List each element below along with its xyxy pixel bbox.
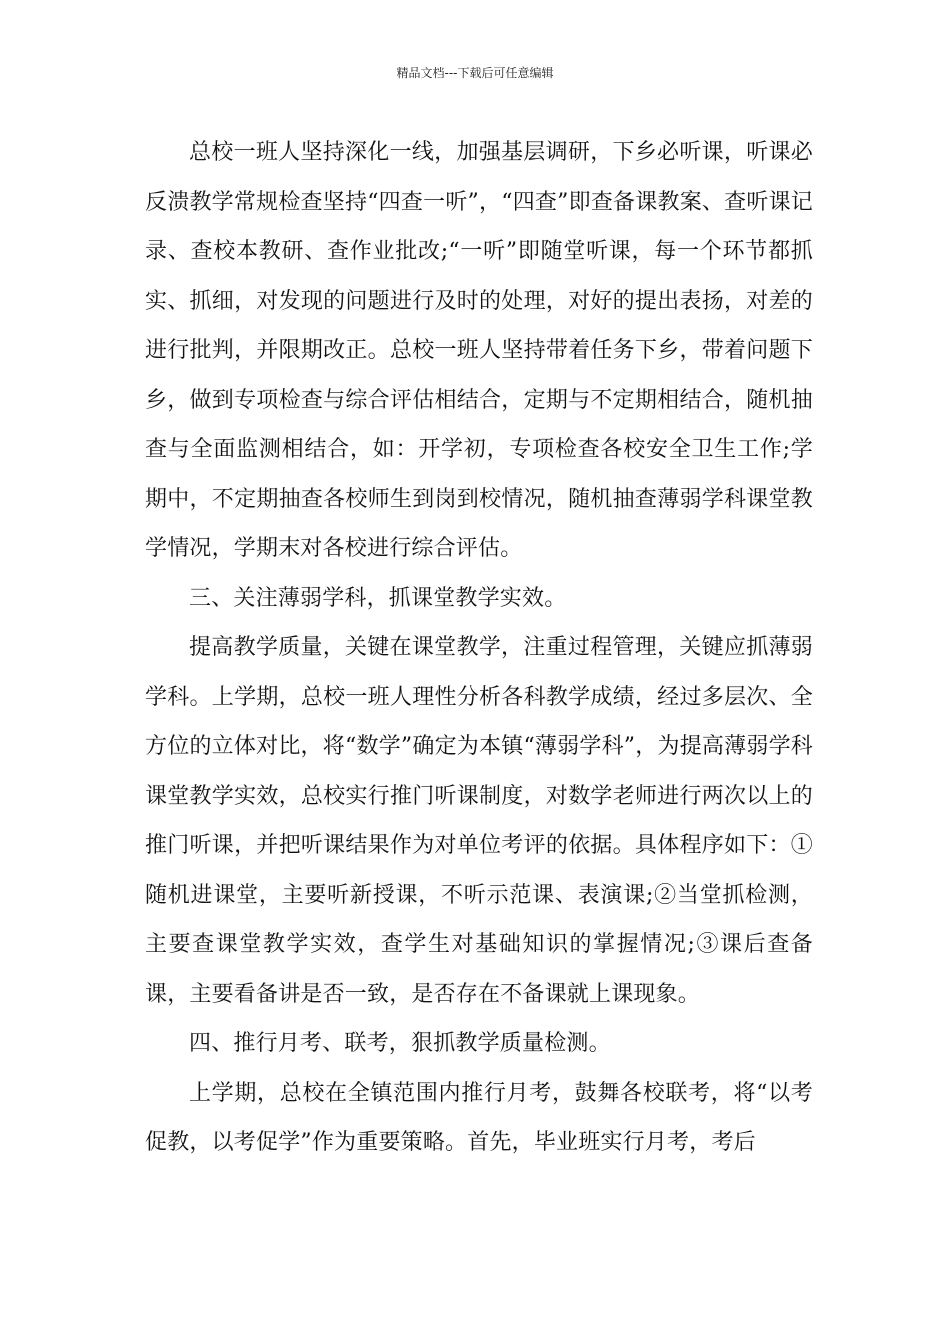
paragraph-inspection: 总校一班人坚持深化一线，加强基层调研，下乡必听课，听课必反溃教学常规检查坚持“四查一听”，“四查”即查备课教案、查听课记录、查校本教研、查作业批改;“一听”即随堂听课，每一个环节都抓实、抓细，对发现的问题进行及时的处理，对好的提出表扬，对差的进行批判，并限期改正。总校一班人坚持带着任务下乡，带着问题下乡，做到专项检查与综合评估相结合，定期与不定期相结合，随机抽查与全面监测相结合，如：开学初，专项检查各校安全卫生工作;学期中，不定期抽查各校师生到岗到校情况，随机抽查薄弱学科课堂教学情况，学期末对各校进行综合评估。 xyxy=(145,140,813,561)
page-header: 精品文档---下载后可任意编辑 xyxy=(396,66,554,80)
document-body xyxy=(145,128,813,1168)
section-heading-weak-subjects: 三、关注薄弱学科，抓课堂教学实效。 xyxy=(189,585,567,611)
section-heading-monthly-exams: 四、推行月考、联考，狠抓教学质量检测。 xyxy=(189,1031,611,1056)
paragraph-monthly-exams: 上学期，总校在全镇范围内推行月考，鼓舞各校联考，将“以考促教，以考促学”作为重要策略。首先，毕业班实行月考，考后 xyxy=(145,1080,813,1155)
paragraph-weak-subjects: 提高教学质量，关键在课堂教学，注重过程管理，关键应抓薄弱学科。上学期，总校一班人理性分析各科教学成绩，经过多层次、全方位的立体对比，将“数学”确定为本镇“薄弱学科”，为提高薄弱学科课堂教学实效，总校实行推门听课制度，对数学老师进行两次以上的推门听课，并把听课结果作为对单位考评的依据。具体程序如下：①随机进课堂，主要听新授课，不听示范课、表演课;②当堂抓检测，主要查课堂教学实效，查学生对基础知识的掌握情况;③课后查备课，主要看备讲是否一致，是否存在不备课就上课现象。 xyxy=(145,635,813,1007)
